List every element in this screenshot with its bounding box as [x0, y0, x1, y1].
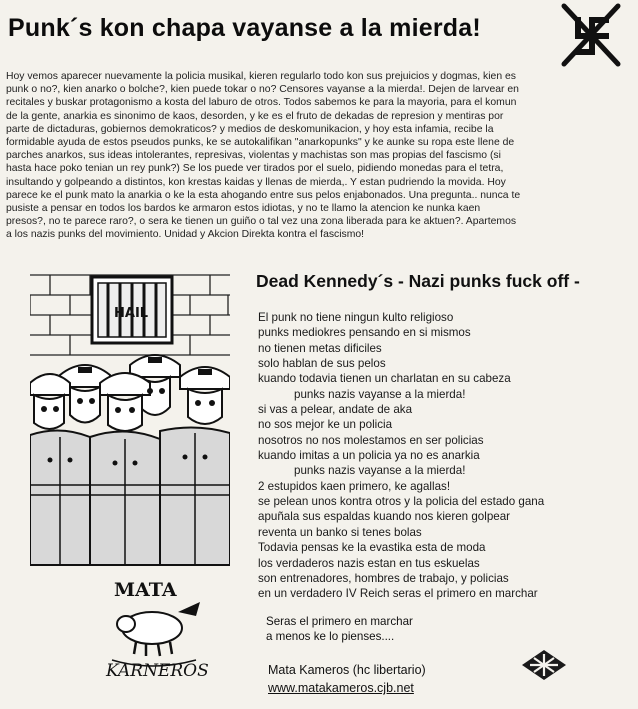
intro-line: recitales y buskar protagonismo a kosta del laburo de otros. Todos sabemos ke para la mayoria, para el komun [6, 97, 517, 109]
intro-line: de la gente, anarkia es sinonimo de kaos, desorden, y ke es el fruto de dekadas de represion y mentiras por [6, 110, 504, 122]
comic-caption: HAIL [114, 306, 149, 321]
song-lyrics [258, 310, 633, 602]
lyric-line: en un verdadero IV Reich seras el primero en marchar [258, 587, 538, 601]
outro-text [266, 614, 413, 644]
outro-line: Seras el primero en marchar [266, 615, 413, 628]
song-title: Dead Kennedy´s - Nazi punks fuck off - [256, 271, 580, 291]
logo-bottom-text: KARNEROS [106, 661, 209, 681]
lyric-line: reventa un banko si tenes bolas [258, 525, 422, 539]
intro-line: presos?, no te parece raro?, o sera ke tienen un guiño o tal vez una zona liberada para ke aktuen?. Apartemos [6, 216, 517, 228]
lyric-line: si vas a pelear, andate de aka [258, 403, 413, 417]
intro-line: punk o no?, kien anarko o bolche?, kien puede tokar o no? Censores vayanse a la mierda!. Dejen de larvear en [6, 84, 519, 96]
credit-block [268, 661, 426, 697]
lyric-line: apuñala sus espaldas kuando nos kieren golpear [258, 510, 511, 524]
intro-line: pusiste a pensar en todos los bardos ke armaron estos idiotas, y no te llamo la atencion ke nunka kaen [6, 203, 481, 215]
lyric-line: nosotros no nos molestamos en ser policias [258, 433, 484, 447]
lyric-line: punks nazis vayanse a la mierda! [294, 464, 466, 478]
lyric-line: punks nazis vayanse a la mierda! [294, 387, 466, 401]
credit-url-link[interactable]: www.matakameros.cjb.net [268, 681, 414, 695]
lyric-line: los verdaderos nazis estan en tus eskuelas [258, 556, 480, 570]
lyric-line: son entrenadores, hombres de trabajo, y policias [258, 571, 509, 585]
anarchy-emblem-icon [520, 648, 568, 682]
lyric-line: se pelean unos kontra otros y la policia del estado gana [258, 495, 545, 509]
lyric-line: solo hablan de sus pelos [258, 357, 386, 371]
crossed-swastika-icon [556, 2, 626, 68]
logo-top-text: MATA [114, 579, 177, 601]
intro-line: parte de dictaduras, gobiernos demokraticos? y medios de deskomunikacion, y hoy esta infamia, recibe la [6, 123, 494, 135]
lyric-line: El punk no tiene ningun kulto religioso [258, 311, 454, 324]
lyric-line: Todavia pensas ke la evastika esta de moda [258, 541, 486, 555]
intro-line: a los nazis punks del movimiento. Unidad y Akcion Direkta kontra el fascismo! [6, 229, 365, 241]
intro-line: parches anarkos, sus ideas intolerantes, represivas, violentas y machistas son mas propias del fascismo (si [6, 150, 501, 162]
intro-line: insultando y golpeando a distintos, kon krestas kaidas y llenas de mierda,. Y estan pudriendo la movida. Hoy [6, 176, 506, 188]
outro-line: a menos ke lo pienses.... [266, 630, 395, 643]
credit-name: Mata Kameros (hc libertario) [268, 663, 426, 677]
police-comic-illustration [30, 265, 230, 600]
mata-karneros-logo [92, 572, 212, 684]
lyric-line: kuando todavia tienen un charlatan en su cabeza [258, 372, 511, 386]
lyric-line: no tienen metas dificiles [258, 341, 382, 355]
intro-line: hasta hace poko tenian un rey punk?) Se los puede ver tirados por el suelo, pidiendo monedas para el tetra, [6, 163, 504, 175]
lyric-line: punks mediokres pensando en si mismos [258, 326, 471, 340]
intro-line: parece ke el punk mato la anarkia o ke la esta ahogando entre sus pelos enjabonados. Una pregunta.. nunca te [6, 189, 521, 201]
lyric-line: no sos mejor ke un policia [258, 418, 393, 432]
intro-text [6, 70, 634, 242]
lyric-line: 2 estupidos kaen primero, ke agallas! [258, 479, 451, 493]
intro-line: Hoy vemos aparecer nuevamente la policia musikal, kieren regularlo todo kon sus prejuicios y dogmas, kien es [6, 71, 516, 82]
flyer-title: Punk´s kon chapa vayanse a la mierda! [8, 14, 481, 42]
lyric-line: kuando imitas a un policia ya no es anarkia [258, 449, 480, 463]
intro-line: formidable ayuda de estos pseudos punks, ke se autokalifikan "anarkopunks" y ke aunke su ropa este llene de [6, 137, 515, 149]
